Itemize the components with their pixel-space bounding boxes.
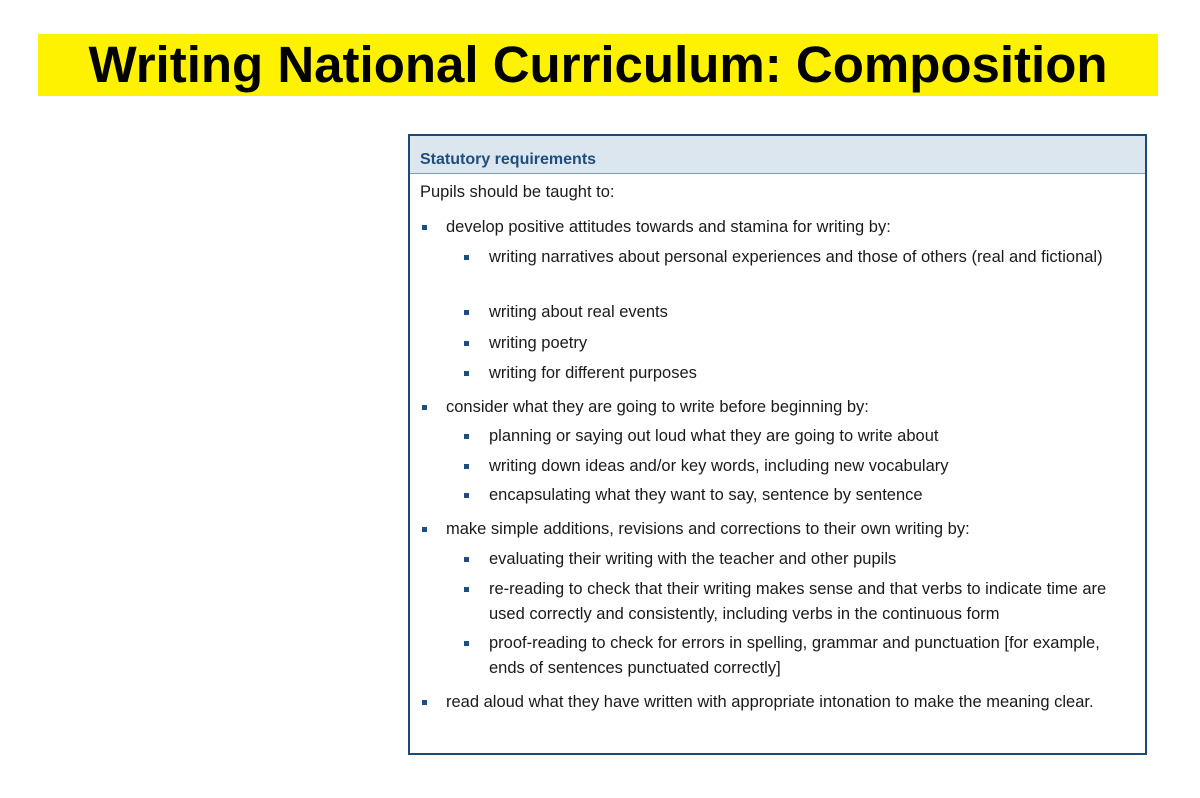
requirement-text: make simple additions, revisions and corrections to their own writing by: [446,520,970,538]
sub-requirement-item [489,424,1127,449]
sub-requirement-item [489,547,1127,572]
requirement-text: read aloud what they have written with appropriate intonation to make the meaning clear. [446,693,1094,711]
page-title: Writing National Curriculum: Composition [88,36,1108,93]
square-bullet-icon [422,527,427,532]
square-bullet-icon [464,587,469,592]
square-bullet-icon [422,225,427,230]
square-bullet-icon [464,557,469,562]
square-bullet-icon [464,464,469,469]
requirement-item [446,517,1126,542]
statutory-requirements-box [408,134,1147,755]
intro-text: Pupils should be taught to: [420,183,615,201]
sub-requirement-item [489,483,1127,508]
square-bullet-icon [464,434,469,439]
sub-requirement-text: writing narratives about personal experiences and those of others (real and fictional) [489,248,1103,266]
sub-requirement-text: encapsulating what they want to say, sentence by sentence [489,486,923,504]
requirement-item [446,690,1126,715]
square-bullet-icon [464,371,469,376]
sub-requirement-item [489,300,1127,325]
sub-requirement-item [489,454,1127,479]
requirement-text: develop positive attitudes towards and stamina for writing by: [446,218,891,236]
requirement-item [446,215,1126,240]
square-bullet-icon [464,310,469,315]
square-bullet-icon [422,700,427,705]
sub-requirement-item [489,331,1127,356]
sub-requirement-text: proof-reading to check for errors in spelling, grammar and punctuation [for example, ends of sentences punctuated correctly] [489,634,1100,677]
square-bullet-icon [464,341,469,346]
square-bullet-icon [422,405,427,410]
requirement-item [446,395,1126,420]
sub-requirement-item [489,631,1127,681]
sub-requirement-text: re-reading to check that their writing makes sense and that verbs to indicate time are used correctly and consistently, including verbs in the continuous form [489,580,1107,623]
sub-requirement-text: evaluating their writing with the teacher and other pupils [489,550,897,568]
sub-requirement-item [489,245,1127,270]
box-header-title: Statutory requirements [420,151,597,168]
square-bullet-icon [464,641,469,646]
sub-requirement-text: writing for different purposes [489,364,697,382]
square-bullet-icon [464,255,469,260]
sub-requirement-text: writing down ideas and/or key words, including new vocabulary [489,457,949,475]
sub-requirement-item [489,361,1127,386]
sub-requirement-text: planning or saying out loud what they are going to write about [489,427,939,445]
requirement-text: consider what they are going to write before beginning by: [446,398,869,416]
square-bullet-icon [464,493,469,498]
box-header [410,136,1145,174]
sub-requirement-item [489,577,1127,627]
sub-requirement-text: writing poetry [489,334,588,352]
title-banner [38,34,1158,96]
sub-requirement-text: writing about real events [489,303,668,321]
